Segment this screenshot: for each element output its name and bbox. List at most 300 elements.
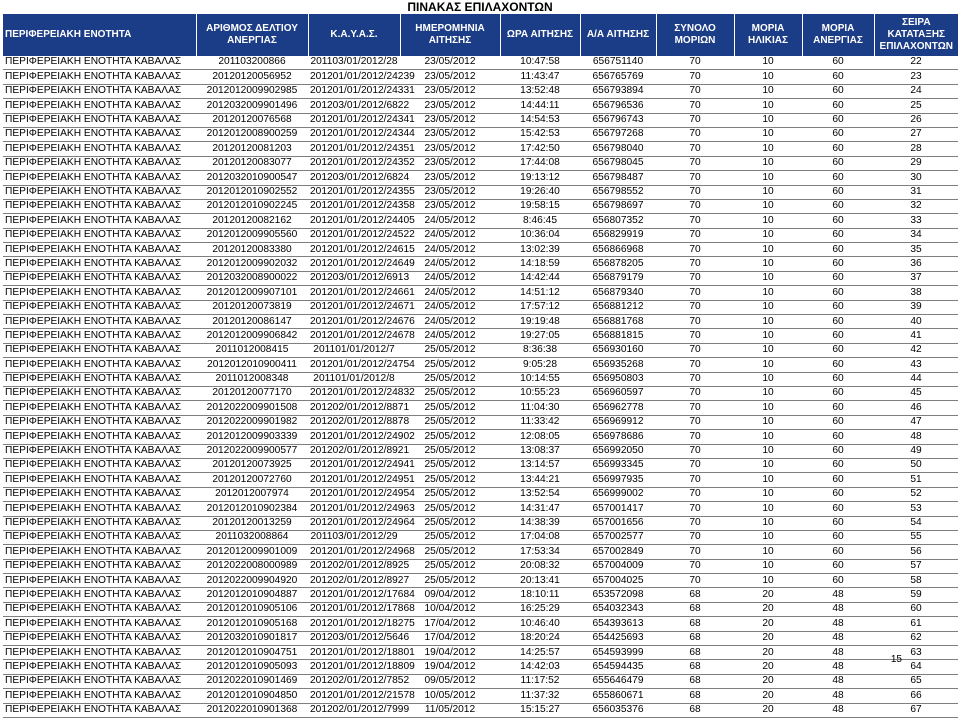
cell-application-date: 25/05/2012 bbox=[400, 458, 500, 472]
cell-age-points: 10 bbox=[734, 113, 802, 127]
table-row bbox=[3, 199, 958, 213]
cell-unemployment-points: 60 bbox=[802, 99, 874, 113]
cell-unemployment-card: 20120120056952 bbox=[196, 70, 308, 84]
cell-application-number: 656969912 bbox=[580, 415, 656, 429]
cell-total-points: 70 bbox=[656, 257, 734, 271]
cell-application-time: 8:36:38 bbox=[500, 343, 580, 357]
cell-kayas: 201201/01/2012/24902 bbox=[308, 430, 400, 444]
cell-application-time: 13:52:54 bbox=[500, 487, 580, 501]
cell-ranking: 58 bbox=[874, 574, 958, 588]
cell-unemployment-card: 20120120073925 bbox=[196, 458, 308, 472]
cell-total-points: 70 bbox=[656, 271, 734, 285]
cell-age-points: 10 bbox=[734, 84, 802, 98]
cell-application-date: 25/05/2012 bbox=[400, 473, 500, 487]
cell-application-number: 656997935 bbox=[580, 473, 656, 487]
cell-application-date: 17/04/2012 bbox=[400, 631, 500, 645]
cell-application-time: 17:42:50 bbox=[500, 142, 580, 156]
cell-unemployment-card: 2012022009901508 bbox=[196, 401, 308, 415]
cell-kayas: 201101/01/2012/7 bbox=[308, 343, 400, 357]
cell-region: ΠΕΡΙΦΕΡΕΙΑΚΗ ΕΝΟΤΗΤΑ ΚΑΒΑΛΑΣ bbox=[3, 185, 196, 199]
cell-application-number: 656798045 bbox=[580, 156, 656, 170]
cell-unemployment-points: 60 bbox=[802, 199, 874, 213]
cell-application-date: 25/05/2012 bbox=[400, 530, 500, 544]
cell-unemployment-points: 60 bbox=[802, 415, 874, 429]
cell-total-points: 70 bbox=[656, 70, 734, 84]
table-row bbox=[3, 646, 958, 660]
cell-age-points: 20 bbox=[734, 631, 802, 645]
cell-unemployment-points: 60 bbox=[802, 473, 874, 487]
cell-ranking: 30 bbox=[874, 171, 958, 185]
table-row bbox=[3, 660, 958, 674]
cell-unemployment-card: 20120120083380 bbox=[196, 243, 308, 257]
cell-total-points: 68 bbox=[656, 602, 734, 616]
cell-unemployment-card: 20120120086147 bbox=[196, 315, 308, 329]
cell-application-date: 23/05/2012 bbox=[400, 99, 500, 113]
cell-application-time: 14:42:03 bbox=[500, 660, 580, 674]
cell-age-points: 10 bbox=[734, 502, 802, 516]
cell-application-number: 655860671 bbox=[580, 689, 656, 703]
table-row bbox=[3, 271, 958, 285]
cell-region: ΠΕΡΙΦΕΡΕΙΑΚΗ ΕΝΟΤΗΤΑ ΚΑΒΑΛΑΣ bbox=[3, 127, 196, 141]
cell-application-date: 09/04/2012 bbox=[400, 588, 500, 602]
cell-age-points: 10 bbox=[734, 300, 802, 314]
table-row bbox=[3, 113, 958, 127]
cell-unemployment-card: 20120120013259 bbox=[196, 516, 308, 530]
cell-ranking: 48 bbox=[874, 430, 958, 444]
cell-application-number: 657004025 bbox=[580, 574, 656, 588]
cell-total-points: 70 bbox=[656, 142, 734, 156]
cell-kayas: 201201/01/2012/24344 bbox=[308, 127, 400, 141]
cell-application-number: 656866968 bbox=[580, 243, 656, 257]
cell-age-points: 10 bbox=[734, 458, 802, 472]
cell-kayas: 201201/01/2012/17868 bbox=[308, 602, 400, 616]
cell-total-points: 70 bbox=[656, 113, 734, 127]
cell-unemployment-points: 60 bbox=[802, 257, 874, 271]
cell-total-points: 70 bbox=[656, 84, 734, 98]
cell-ranking: 46 bbox=[874, 401, 958, 415]
cell-application-time: 13:08:37 bbox=[500, 444, 580, 458]
cell-total-points: 70 bbox=[656, 372, 734, 386]
cell-application-number: 656796536 bbox=[580, 99, 656, 113]
cell-unemployment-card: 2012022009904920 bbox=[196, 574, 308, 588]
column-header-unemployment-points: ΜΟΡΙΑ ΑΝΕΡΓΙΑΣ bbox=[802, 14, 874, 56]
header-row bbox=[3, 14, 958, 56]
cell-unemployment-points: 60 bbox=[802, 329, 874, 343]
cell-total-points: 70 bbox=[656, 574, 734, 588]
cell-ranking: 34 bbox=[874, 228, 958, 242]
cell-application-time: 17:53:34 bbox=[500, 545, 580, 559]
cell-region: ΠΕΡΙΦΕΡΕΙΑΚΗ ΕΝΟΤΗΤΑ ΚΑΒΑΛΑΣ bbox=[3, 631, 196, 645]
cell-age-points: 10 bbox=[734, 516, 802, 530]
cell-total-points: 70 bbox=[656, 502, 734, 516]
cell-ranking: 61 bbox=[874, 617, 958, 631]
cell-ranking: 29 bbox=[874, 156, 958, 170]
cell-total-points: 70 bbox=[656, 444, 734, 458]
cell-region: ΠΕΡΙΦΕΡΕΙΑΚΗ ΕΝΟΤΗΤΑ ΚΑΒΑΛΑΣ bbox=[3, 113, 196, 127]
cell-unemployment-points: 60 bbox=[802, 545, 874, 559]
cell-region: ΠΕΡΙΦΕΡΕΙΑΚΗ ΕΝΟΤΗΤΑ ΚΑΒΑΛΑΣ bbox=[3, 458, 196, 472]
cell-region: ΠΕΡΙΦΕΡΕΙΑΚΗ ΕΝΟΤΗΤΑ ΚΑΒΑΛΑΣ bbox=[3, 545, 196, 559]
cell-application-date: 23/05/2012 bbox=[400, 56, 500, 70]
cell-total-points: 70 bbox=[656, 516, 734, 530]
cell-application-date: 25/05/2012 bbox=[400, 401, 500, 415]
cell-application-time: 13:02:39 bbox=[500, 243, 580, 257]
cell-age-points: 10 bbox=[734, 358, 802, 372]
cell-application-date: 10/04/2012 bbox=[400, 602, 500, 616]
cell-kayas: 201201/01/2012/24341 bbox=[308, 113, 400, 127]
cell-kayas: 201203/01/2012/6913 bbox=[308, 271, 400, 285]
cell-application-number: 656962778 bbox=[580, 401, 656, 415]
cell-application-number: 656950803 bbox=[580, 372, 656, 386]
cell-unemployment-card: 2012012008900259 bbox=[196, 127, 308, 141]
column-header-application-date: ΗΜΕΡΟΜΗΝΙΑ ΑΙΤΗΣΗΣ bbox=[400, 14, 500, 56]
cell-application-number: 656798697 bbox=[580, 199, 656, 213]
cell-application-date: 19/04/2012 bbox=[400, 660, 500, 674]
cell-ranking: 31 bbox=[874, 185, 958, 199]
cell-ranking: 63 bbox=[874, 646, 958, 660]
cell-application-date: 23/05/2012 bbox=[400, 127, 500, 141]
cell-unemployment-points: 60 bbox=[802, 358, 874, 372]
table-row bbox=[3, 545, 958, 559]
cell-region: ΠΕΡΙΦΕΡΕΙΑΚΗ ΕΝΟΤΗΤΑ ΚΑΒΑΛΑΣ bbox=[3, 703, 196, 717]
cell-kayas: 201202/01/2012/8871 bbox=[308, 401, 400, 415]
cell-kayas: 201201/01/2012/18809 bbox=[308, 660, 400, 674]
cell-ranking: 62 bbox=[874, 631, 958, 645]
cell-unemployment-card: 20120120076568 bbox=[196, 113, 308, 127]
cell-kayas: 201201/01/2012/24358 bbox=[308, 199, 400, 213]
table-row bbox=[3, 300, 958, 314]
table-row bbox=[3, 286, 958, 300]
cell-unemployment-card: 2012012007974 bbox=[196, 487, 308, 501]
cell-age-points: 20 bbox=[734, 674, 802, 688]
cell-unemployment-card: 2011032008864 bbox=[196, 530, 308, 544]
cell-ranking: 43 bbox=[874, 358, 958, 372]
cell-application-number: 656793894 bbox=[580, 84, 656, 98]
cell-application-time: 10:47:58 bbox=[500, 56, 580, 70]
cell-region: ΠΕΡΙΦΕΡΕΙΑΚΗ ΕΝΟΤΗΤΑ ΚΑΒΑΛΑΣ bbox=[3, 343, 196, 357]
cell-application-date: 09/05/2012 bbox=[400, 674, 500, 688]
cell-kayas: 201201/01/2012/24832 bbox=[308, 386, 400, 400]
cell-region: ΠΕΡΙΦΕΡΕΙΑΚΗ ΕΝΟΤΗΤΑ ΚΑΒΑΛΑΣ bbox=[3, 329, 196, 343]
cell-region: ΠΕΡΙΦΕΡΕΙΑΚΗ ΕΝΟΤΗΤΑ ΚΑΒΑΛΑΣ bbox=[3, 617, 196, 631]
cell-ranking: 57 bbox=[874, 559, 958, 573]
cell-application-date: 25/05/2012 bbox=[400, 386, 500, 400]
cell-application-date: 24/05/2012 bbox=[400, 271, 500, 285]
cell-unemployment-points: 60 bbox=[802, 386, 874, 400]
cell-unemployment-points: 60 bbox=[802, 243, 874, 257]
cell-application-number: 656807352 bbox=[580, 214, 656, 228]
cell-region: ΠΕΡΙΦΕΡΕΙΑΚΗ ΕΝΟΤΗΤΑ ΚΑΒΑΛΑΣ bbox=[3, 487, 196, 501]
cell-total-points: 70 bbox=[656, 300, 734, 314]
cell-kayas: 201201/01/2012/24649 bbox=[308, 257, 400, 271]
cell-application-number: 657004009 bbox=[580, 559, 656, 573]
cell-ranking: 50 bbox=[874, 458, 958, 472]
table-row bbox=[3, 588, 958, 602]
cell-application-time: 19:19:48 bbox=[500, 315, 580, 329]
cell-ranking: 22 bbox=[874, 56, 958, 70]
cell-region: ΠΕΡΙΦΕΡΕΙΑΚΗ ΕΝΟΤΗΤΑ ΚΑΒΑΛΑΣ bbox=[3, 602, 196, 616]
cell-unemployment-card: 2012012009902032 bbox=[196, 257, 308, 271]
cell-application-date: 25/05/2012 bbox=[400, 516, 500, 530]
cell-unemployment-card: 2012012009907101 bbox=[196, 286, 308, 300]
cell-region: ΠΕΡΙΦΕΡΕΙΑΚΗ ΕΝΟΤΗΤΑ ΚΑΒΑΛΑΣ bbox=[3, 530, 196, 544]
cell-application-number: 656881212 bbox=[580, 300, 656, 314]
cell-total-points: 68 bbox=[656, 689, 734, 703]
cell-kayas: 201201/01/2012/21578 bbox=[308, 689, 400, 703]
cell-application-number: 657002849 bbox=[580, 545, 656, 559]
cell-application-time: 13:52:48 bbox=[500, 84, 580, 98]
cell-age-points: 20 bbox=[734, 703, 802, 717]
cell-age-points: 10 bbox=[734, 473, 802, 487]
cell-total-points: 68 bbox=[656, 646, 734, 660]
table-row bbox=[3, 674, 958, 688]
cell-age-points: 20 bbox=[734, 588, 802, 602]
cell-application-time: 11:04:30 bbox=[500, 401, 580, 415]
cell-application-date: 25/05/2012 bbox=[400, 545, 500, 559]
cell-unemployment-points: 48 bbox=[802, 602, 874, 616]
cell-unemployment-points: 60 bbox=[802, 343, 874, 357]
cell-kayas: 201202/01/2012/8927 bbox=[308, 574, 400, 588]
cell-age-points: 10 bbox=[734, 286, 802, 300]
cell-region: ΠΕΡΙΦΕΡΕΙΑΚΗ ΕΝΟΤΗΤΑ ΚΑΒΑΛΑΣ bbox=[3, 70, 196, 84]
cell-region: ΠΕΡΙΦΕΡΕΙΑΚΗ ΕΝΟΤΗΤΑ ΚΑΒΑΛΑΣ bbox=[3, 156, 196, 170]
cell-application-date: 24/05/2012 bbox=[400, 243, 500, 257]
cell-region: ΠΕΡΙΦΕΡΕΙΑΚΗ ΕΝΟΤΗΤΑ ΚΑΒΑΛΑΣ bbox=[3, 516, 196, 530]
table-header bbox=[3, 14, 958, 56]
cell-ranking: 66 bbox=[874, 689, 958, 703]
cell-total-points: 70 bbox=[656, 415, 734, 429]
cell-region: ΠΕΡΙΦΕΡΕΙΑΚΗ ΕΝΟΤΗΤΑ ΚΑΒΑΛΑΣ bbox=[3, 473, 196, 487]
cell-application-time: 19:13:12 bbox=[500, 171, 580, 185]
cell-application-time: 8:46:45 bbox=[500, 214, 580, 228]
cell-age-points: 10 bbox=[734, 372, 802, 386]
table-row bbox=[3, 358, 958, 372]
cell-kayas: 201103/01/2012/29 bbox=[308, 530, 400, 544]
cell-age-points: 10 bbox=[734, 127, 802, 141]
cell-ranking: 23 bbox=[874, 70, 958, 84]
table-row bbox=[3, 185, 958, 199]
cell-kayas: 201201/01/2012/24351 bbox=[308, 142, 400, 156]
cell-region: ΠΕΡΙΦΕΡΕΙΑΚΗ ΕΝΟΤΗΤΑ ΚΑΒΑΛΑΣ bbox=[3, 84, 196, 98]
cell-unemployment-card: 2012012010902245 bbox=[196, 199, 308, 213]
cell-total-points: 68 bbox=[656, 631, 734, 645]
cell-age-points: 10 bbox=[734, 487, 802, 501]
table-row bbox=[3, 386, 958, 400]
cell-unemployment-points: 60 bbox=[802, 487, 874, 501]
table-row bbox=[3, 559, 958, 573]
cell-application-date: 25/05/2012 bbox=[400, 487, 500, 501]
cell-age-points: 10 bbox=[734, 559, 802, 573]
table-row bbox=[3, 214, 958, 228]
cell-application-time: 19:27:05 bbox=[500, 329, 580, 343]
table-row bbox=[3, 84, 958, 98]
cell-region: ΠΕΡΙΦΕΡΕΙΑΚΗ ΕΝΟΤΗΤΑ ΚΑΒΑΛΑΣ bbox=[3, 588, 196, 602]
cell-unemployment-points: 60 bbox=[802, 559, 874, 573]
cell-age-points: 10 bbox=[734, 415, 802, 429]
cell-total-points: 70 bbox=[656, 386, 734, 400]
cell-application-date: 23/05/2012 bbox=[400, 185, 500, 199]
cell-application-time: 14:51:12 bbox=[500, 286, 580, 300]
cell-application-time: 14:54:53 bbox=[500, 113, 580, 127]
cell-ranking: 28 bbox=[874, 142, 958, 156]
cell-total-points: 70 bbox=[656, 559, 734, 573]
cell-application-time: 12:08:05 bbox=[500, 430, 580, 444]
cell-ranking: 24 bbox=[874, 84, 958, 98]
cell-unemployment-points: 60 bbox=[802, 315, 874, 329]
cell-region: ΠΕΡΙΦΕΡΕΙΑΚΗ ΕΝΟΤΗΤΑ ΚΑΒΑΛΑΣ bbox=[3, 386, 196, 400]
table-row bbox=[3, 473, 958, 487]
cell-ranking: 40 bbox=[874, 315, 958, 329]
cell-application-number: 656879340 bbox=[580, 286, 656, 300]
table-row bbox=[3, 343, 958, 357]
cell-age-points: 10 bbox=[734, 171, 802, 185]
table-row bbox=[3, 171, 958, 185]
cell-age-points: 10 bbox=[734, 228, 802, 242]
cell-kayas: 201103/01/2012/28 bbox=[308, 56, 400, 70]
cell-kayas: 201201/01/2012/24405 bbox=[308, 214, 400, 228]
cell-unemployment-points: 60 bbox=[802, 444, 874, 458]
table-row bbox=[3, 430, 958, 444]
table-body bbox=[3, 56, 958, 717]
cell-age-points: 10 bbox=[734, 99, 802, 113]
cell-total-points: 70 bbox=[656, 156, 734, 170]
cell-ranking: 36 bbox=[874, 257, 958, 271]
cell-kayas: 201201/01/2012/24522 bbox=[308, 228, 400, 242]
cell-age-points: 10 bbox=[734, 574, 802, 588]
cell-region: ΠΕΡΙΦΕΡΕΙΑΚΗ ΕΝΟΤΗΤΑ ΚΑΒΑΛΑΣ bbox=[3, 199, 196, 213]
cell-total-points: 70 bbox=[656, 199, 734, 213]
cell-application-time: 20:13:41 bbox=[500, 574, 580, 588]
column-header-kayas: Κ.Α.Υ.Α.Σ. bbox=[308, 14, 400, 56]
cell-ranking: 47 bbox=[874, 415, 958, 429]
cell-application-number: 656978686 bbox=[580, 430, 656, 444]
cell-ranking: 55 bbox=[874, 530, 958, 544]
cell-application-number: 656999002 bbox=[580, 487, 656, 501]
cell-application-number: 656881815 bbox=[580, 329, 656, 343]
cell-kayas: 201201/01/2012/24951 bbox=[308, 473, 400, 487]
cell-application-time: 9:05:28 bbox=[500, 358, 580, 372]
cell-unemployment-points: 60 bbox=[802, 185, 874, 199]
cell-ranking: 32 bbox=[874, 199, 958, 213]
cell-kayas: 201202/01/2012/8921 bbox=[308, 444, 400, 458]
cell-application-date: 23/05/2012 bbox=[400, 156, 500, 170]
cell-total-points: 68 bbox=[656, 617, 734, 631]
cell-application-number: 656798552 bbox=[580, 185, 656, 199]
cell-application-number: 656993345 bbox=[580, 458, 656, 472]
column-header-unemployment-card: ΑΡΙΘΜΟΣ ΔΕΛΤΙΟΥ ΑΝΕΡΓΙΑΣ bbox=[196, 14, 308, 56]
cell-application-time: 15:15:27 bbox=[500, 703, 580, 717]
cell-unemployment-card: 2011012008348 bbox=[196, 372, 308, 386]
cell-total-points: 70 bbox=[656, 458, 734, 472]
cell-total-points: 70 bbox=[656, 329, 734, 343]
cell-unemployment-card: 20120120077170 bbox=[196, 386, 308, 400]
cell-application-time: 10:46:40 bbox=[500, 617, 580, 631]
cell-application-time: 10:14:55 bbox=[500, 372, 580, 386]
cell-age-points: 10 bbox=[734, 271, 802, 285]
candidates-table bbox=[3, 14, 958, 718]
cell-region: ΠΕΡΙΦΕΡΕΙΑΚΗ ΕΝΟΤΗΤΑ ΚΑΒΑΛΑΣ bbox=[3, 99, 196, 113]
table-row bbox=[3, 617, 958, 631]
cell-application-date: 23/05/2012 bbox=[400, 142, 500, 156]
cell-region: ΠΕΡΙΦΕΡΕΙΑΚΗ ΕΝΟΤΗΤΑ ΚΑΒΑΛΑΣ bbox=[3, 257, 196, 271]
cell-ranking: 59 bbox=[874, 588, 958, 602]
cell-age-points: 10 bbox=[734, 343, 802, 357]
cell-age-points: 10 bbox=[734, 386, 802, 400]
cell-kayas: 201201/01/2012/24678 bbox=[308, 329, 400, 343]
cell-application-time: 18:20:24 bbox=[500, 631, 580, 645]
cell-unemployment-points: 48 bbox=[802, 660, 874, 674]
cell-region: ΠΕΡΙΦΕΡΕΙΑΚΗ ΕΝΟΤΗΤΑ ΚΑΒΑΛΑΣ bbox=[3, 228, 196, 242]
cell-application-number: 656879179 bbox=[580, 271, 656, 285]
cell-application-time: 14:44:11 bbox=[500, 99, 580, 113]
cell-application-time: 20:08:32 bbox=[500, 559, 580, 573]
page-number: 15 bbox=[890, 654, 902, 665]
cell-application-number: 657002577 bbox=[580, 530, 656, 544]
cell-age-points: 10 bbox=[734, 401, 802, 415]
cell-total-points: 70 bbox=[656, 545, 734, 559]
cell-total-points: 70 bbox=[656, 228, 734, 242]
cell-unemployment-card: 2012012010900411 bbox=[196, 358, 308, 372]
cell-total-points: 68 bbox=[656, 703, 734, 717]
cell-age-points: 20 bbox=[734, 646, 802, 660]
table-row bbox=[3, 329, 958, 343]
cell-application-date: 24/05/2012 bbox=[400, 329, 500, 343]
cell-ranking: 42 bbox=[874, 343, 958, 357]
cell-ranking: 39 bbox=[874, 300, 958, 314]
cell-age-points: 20 bbox=[734, 689, 802, 703]
cell-application-date: 24/05/2012 bbox=[400, 286, 500, 300]
cell-region: ΠΕΡΙΦΕΡΕΙΑΚΗ ΕΝΟΤΗΤΑ ΚΑΒΑΛΑΣ bbox=[3, 171, 196, 185]
cell-unemployment-points: 60 bbox=[802, 56, 874, 70]
cell-kayas: 201201/01/2012/24754 bbox=[308, 358, 400, 372]
cell-application-time: 10:55:23 bbox=[500, 386, 580, 400]
cell-unemployment-card: 2012012010905106 bbox=[196, 602, 308, 616]
cell-application-time: 14:18:59 bbox=[500, 257, 580, 271]
cell-application-time: 13:44:21 bbox=[500, 473, 580, 487]
cell-application-time: 10:36:04 bbox=[500, 228, 580, 242]
table-row bbox=[3, 502, 958, 516]
cell-kayas: 201203/01/2012/6824 bbox=[308, 171, 400, 185]
cell-application-number: 656751140 bbox=[580, 56, 656, 70]
cell-application-date: 10/05/2012 bbox=[400, 689, 500, 703]
cell-unemployment-points: 60 bbox=[802, 458, 874, 472]
cell-application-time: 11:43:47 bbox=[500, 70, 580, 84]
cell-application-date: 11/05/2012 bbox=[400, 703, 500, 717]
cell-region: ΠΕΡΙΦΕΡΕΙΑΚΗ ΕΝΟΤΗΤΑ ΚΑΒΑΛΑΣ bbox=[3, 300, 196, 314]
cell-application-date: 24/05/2012 bbox=[400, 315, 500, 329]
cell-unemployment-card: 2012032009901496 bbox=[196, 99, 308, 113]
cell-unemployment-points: 60 bbox=[802, 127, 874, 141]
cell-application-time: 11:37:32 bbox=[500, 689, 580, 703]
cell-unemployment-card: 2012032010900547 bbox=[196, 171, 308, 185]
cell-kayas: 201201/01/2012/24964 bbox=[308, 516, 400, 530]
cell-application-number: 654393613 bbox=[580, 617, 656, 631]
cell-application-date: 23/05/2012 bbox=[400, 171, 500, 185]
cell-application-number: 656935268 bbox=[580, 358, 656, 372]
cell-unemployment-card: 2012012010902552 bbox=[196, 185, 308, 199]
cell-region: ΠΕΡΙΦΕΡΕΙΑΚΗ ΕΝΟΤΗΤΑ ΚΑΒΑΛΑΣ bbox=[3, 372, 196, 386]
cell-unemployment-card: 20120120083077 bbox=[196, 156, 308, 170]
cell-unemployment-points: 48 bbox=[802, 674, 874, 688]
cell-unemployment-card: 2012032010901817 bbox=[196, 631, 308, 645]
cell-region: ΠΕΡΙΦΕΡΕΙΑΚΗ ΕΝΟΤΗΤΑ ΚΑΒΑΛΑΣ bbox=[3, 430, 196, 444]
cell-total-points: 70 bbox=[656, 315, 734, 329]
cell-application-time: 14:25:57 bbox=[500, 646, 580, 660]
cell-kayas: 201201/01/2012/24963 bbox=[308, 502, 400, 516]
cell-application-date: 25/05/2012 bbox=[400, 372, 500, 386]
cell-unemployment-points: 60 bbox=[802, 502, 874, 516]
cell-application-number: 657001656 bbox=[580, 516, 656, 530]
